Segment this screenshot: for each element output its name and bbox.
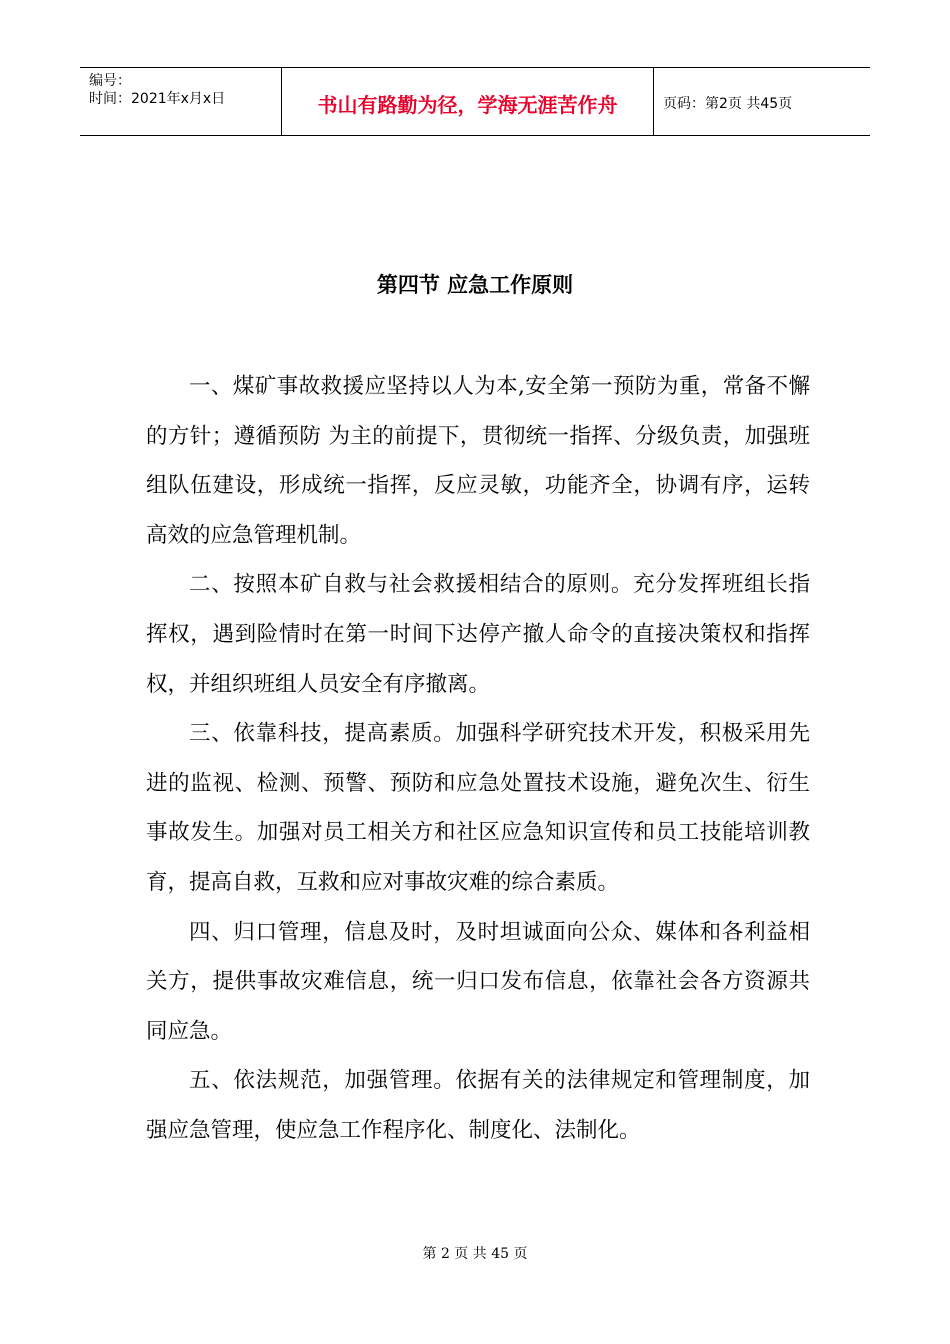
page-footer	[0, 1244, 950, 1264]
page-header	[80, 67, 870, 136]
paragraph: 二、按照本矿自救与社会救援相结合的原则。充分发挥班组长指挥权，遇到险情时在第一时间下达停产撤人命令的直接决策权和指挥权，并组织班组人员安全有序撤离。	[146, 572, 810, 697]
header-page-cell	[654, 68, 870, 135]
paragraph: 四、归口管理，信息及时，及时坦诚面向公众、媒体和各利益相关方，提供事故灾难信息，统一归口发布信息，依靠社会各方资源共同应急。	[146, 919, 810, 1044]
paragraph: 一、煤矿事故救援应坚持以人为本,安全第一预防为重，常备不懈的方针；遵循预防 为主的前提下，贯彻统一指挥、分级负责，加强班组队伍建设，形成统一指挥，反应灵敏，功能齐全，协调有序，运转高效的应急管理机制。	[146, 374, 810, 548]
document-number-label: 编号：	[89, 73, 131, 89]
document-time-label: 时间：2021年x月x日	[89, 91, 226, 107]
paragraph: 五、依法规范，加强管理。依据有关的法律规定和管理制度，加强应急管理，使应急工作程序化、制度化、法制化。	[146, 1068, 810, 1143]
footer-page-number: 第 2 页 共 45 页	[422, 1246, 528, 1262]
header-page-info: 页码：第2页 共45页	[663, 95, 793, 112]
header-motto-cell	[282, 68, 654, 135]
header-meta-cell	[80, 68, 282, 135]
header-motto: 书山有路勤为径，学海无涯苦作舟	[317, 93, 618, 117]
paragraph: 三、依靠科技，提高素质。加强科学研究技术开发，积极采用先进的监视、检测、预警、预防和应急处置技术设施，避免次生、衍生事故发生。加强对员工相关方和社区应急知识宣传和员工技能培训教育，提高自救，互救和应对事故灾难的综合素质。	[146, 721, 810, 895]
document-body	[146, 362, 810, 1156]
section-title: 第四节 应急工作原则	[376, 273, 574, 297]
